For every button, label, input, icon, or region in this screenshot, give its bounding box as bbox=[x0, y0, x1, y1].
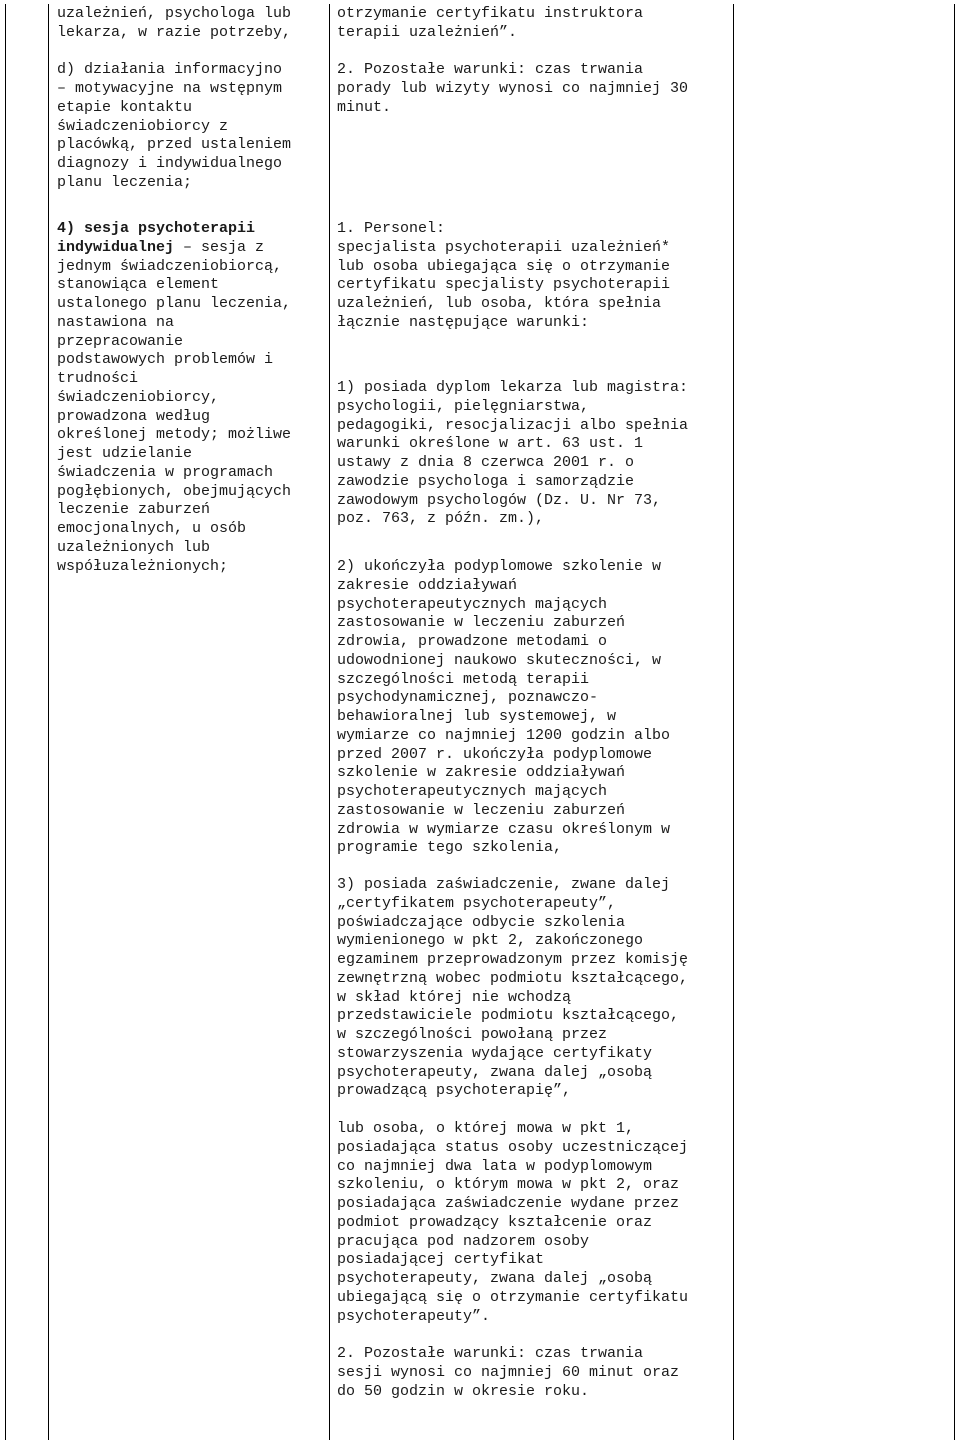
row2-heading: 4) sesja psychoterapii indywidualnej bbox=[57, 220, 256, 256]
row2-description-body: – sesja z jednym świadczeniobiorcą, stanowiąca element ustalonego planu leczenia, nastawiona na przepracowanie podstawowych problemów i trudności świadczeniobiorcy, prowadzona według określonej metody; możliwe jest udzielanie świadczenia w programach pogłębionych, obejmujących leczenie zaburzeń emocjonalnych, u osób uzależnionych lub współuzależnionych; bbox=[57, 238, 292, 575]
row2-alternative-person: lub osoba, o której mowa w pkt 1, posiadająca status osoby uczestniczącej co najmniej dwa lata w podyplomowym szkoleniu, o którym mowa w pkt 2, oraz posiadająca zaświadczenie wydane przez podmiot prowadzący kształcenie oraz pracująca pod nadzorem osoby posiadającej certyfikat psychoterapeuty, zwana dalej „osobą ubiegającą się o otrzymanie certyfikatu psychoterapeuty”. bbox=[337, 1120, 689, 1325]
table-border-col3 bbox=[733, 4, 734, 1440]
row2-condition-1: 1) posiada dyplom lekarza lub magistra: psychologii, pielęgniarstwa, pedagogiki, resocjalizacji albo spełnia warunki określone w art. 63 ust. 1 ustawy z dnia 8 czerwca 2001 r. o zawodzie psychologa i samorządzie zawodowym psychologów (Dz. U. Nr 73, poz. 763, z późn. zm.), bbox=[337, 379, 689, 528]
row2-condition-2: 2) ukończyła podyplomowe szkolenie w zakresie oddziaływań psychoterapeutycznych mających zastosowanie w leczeniu zaburzeń zdrowia, prowadzone metodami o udowodnionej naukowo skuteczności, w szczególności metodą terapii psychodynamicznej, poznawczo- behawioralnej lub systemowej, w wymiarze co najmniej 1200 godzin albo przed 2007 r. ukończyła podyplomowe szkolenie w zakresie oddziaływań psychoterapeutycznych mających zastosowanie w leczeniu zaburzeń zdrowia w wymiarze czasu określonym w programie tego szkolenia, bbox=[337, 558, 671, 857]
table-border-right bbox=[954, 4, 955, 1440]
row2-personnel: 1. Personel: specjalista psychoterapii uzależnień* lub osoba ubiegająca się o otrzymanie certyfikatu specjalisty psychoterapii uzależnień, lub osoba, która spełnia łącznie następujące warunki: bbox=[337, 220, 671, 331]
row2-condition-3: 3) posiada zaświadczenie, zwane dalej „certyfikatem psychoterapeuty”, poświadczające odbycie szkolenia wymienionego w pkt 2, zakończonego egzaminem przeprowadzonym przez komisję zewnętrzną wobec podmiotu kształcącego, w skład której nie wchodzą przedstawiciele podmiotu kształcącego, w szczególności powołaną przez stowarzyszenia wydające certyfikaty psychoterapeuty, zwana dalej „osobą prowadzącą psychoterapię”, bbox=[337, 876, 689, 1100]
table-border-col1 bbox=[48, 4, 49, 1440]
row1-requirements: otrzymanie certyfikatu instruktora terapii uzależnień”. 2. Pozostałe warunki: czas trwania porady lub wizyty wynosi co najmniej 30 minut. bbox=[337, 5, 689, 116]
row2-description bbox=[57, 220, 291, 576]
row1-description: uzależnień, psychologa lub lekarza, w razie potrzeby, d) działania informacyjno – motywacyjne na wstępnym etapie kontaktu świadczeniobiorcy z placówką, przed ustaleniem diagnozy i indywidualnego planu leczenia; bbox=[57, 5, 292, 191]
table-border-left bbox=[5, 4, 6, 1440]
row2-other-conditions: 2. Pozostałe warunki: czas trwania sesji wynosi co najmniej 60 minut oraz do 50 godzin w okresie roku. bbox=[337, 1345, 680, 1400]
table-border-col2 bbox=[329, 4, 330, 1440]
